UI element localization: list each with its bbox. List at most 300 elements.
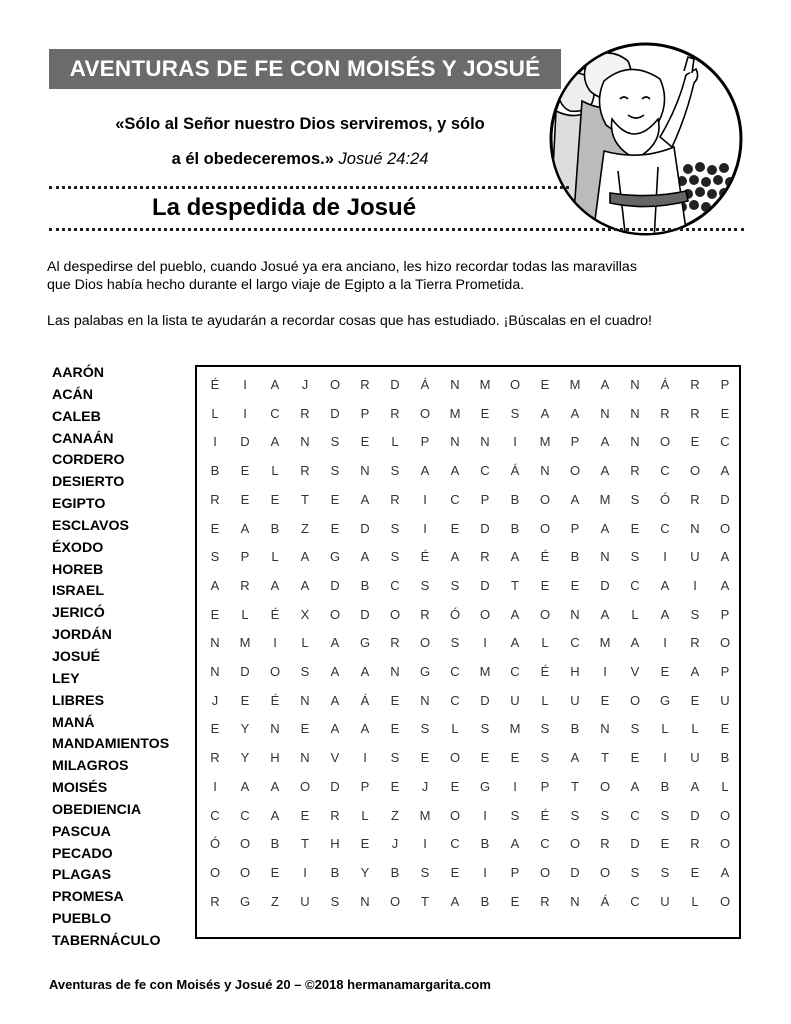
- grid-cell: R: [690, 405, 700, 421]
- grid-cell: Y: [360, 864, 370, 880]
- grid-cell: O: [719, 635, 731, 651]
- grid-cell: M: [599, 491, 611, 507]
- word-list-item: JORDÁN: [52, 627, 112, 644]
- grid-cell: O: [389, 606, 401, 622]
- grid-cell: S: [630, 864, 640, 880]
- bible-quote: [60, 107, 540, 177]
- footer: [49, 977, 491, 992]
- grid-cell: N: [600, 405, 610, 421]
- grid-cell: R: [240, 577, 250, 593]
- grid-cell: L: [361, 807, 369, 823]
- grid-cell: N: [360, 463, 370, 479]
- grid-cell: M: [239, 635, 251, 651]
- grid-cell: P: [510, 864, 520, 880]
- grid-cell: E: [420, 750, 430, 766]
- grid-cell: A: [450, 549, 460, 565]
- grid-cell: I: [303, 864, 307, 880]
- grid-cell: P: [240, 549, 250, 565]
- word-list-item: EGIPTO: [52, 496, 106, 513]
- grid-cell: É: [270, 606, 280, 622]
- grid-cell: E: [690, 692, 700, 708]
- grid-cell: L: [301, 635, 309, 651]
- grid-cell: I: [483, 807, 487, 823]
- grid-cell: N: [480, 434, 490, 450]
- grid-cell: H: [270, 750, 280, 766]
- grid-cell: N: [570, 893, 580, 909]
- grid-cell: D: [630, 836, 640, 852]
- grid-cell: N: [450, 377, 460, 392]
- grid-cell: A: [360, 664, 370, 679]
- grid-cell: I: [423, 491, 427, 507]
- grid-cell: G: [359, 635, 371, 651]
- grid-cell: C: [270, 405, 280, 421]
- grid-cell: U: [300, 893, 310, 909]
- grid-cell: A: [360, 491, 370, 507]
- grid-cell: R: [480, 549, 490, 565]
- grid-cell: D: [240, 664, 250, 679]
- word-list-item: MANÁ: [52, 714, 95, 731]
- grid-cell: I: [423, 836, 427, 852]
- word-list-item: PECADO: [52, 845, 113, 862]
- grid-cell: O: [209, 864, 221, 880]
- grid-cell: R: [360, 377, 370, 392]
- grid-cell: L: [391, 434, 399, 450]
- grid-cell: P: [570, 520, 580, 536]
- grid-cell: E: [480, 405, 490, 421]
- grid-cell: M: [449, 405, 461, 421]
- grid-cell: N: [540, 463, 550, 479]
- grid-cell: J: [421, 778, 429, 794]
- grid-cell: E: [540, 377, 550, 392]
- grid-cell: O: [299, 778, 311, 794]
- word-list-item: PASCUA: [52, 823, 111, 840]
- quote-line-1: «Sólo al Señor nuestro Dios serviremos, y sólo: [115, 115, 485, 133]
- grid-cell: B: [330, 864, 340, 880]
- grid-cell: O: [539, 491, 551, 507]
- grid-cell: Y: [240, 750, 250, 766]
- intro-line-2: que Dios había hecho durante el largo viaje de Egipto a la Tierra Prometida.: [47, 277, 525, 293]
- grid-cell: I: [483, 864, 487, 880]
- grid-cell: L: [721, 778, 729, 794]
- grid-cell: S: [210, 549, 220, 565]
- grid-cell: R: [540, 893, 550, 909]
- grid-cell: O: [719, 836, 731, 852]
- grid-cell: C: [630, 893, 640, 909]
- grid-cell: Á: [510, 463, 520, 479]
- word-list: [52, 363, 169, 953]
- grid-cell: B: [480, 893, 490, 909]
- grid-cell: M: [569, 377, 581, 392]
- grid-cell: E: [330, 491, 340, 507]
- grid-cell: D: [480, 520, 490, 536]
- grid-cell: A: [330, 721, 340, 737]
- grid-cell: B: [270, 520, 280, 536]
- grid-cell: A: [270, 434, 280, 450]
- grid-cell: E: [330, 520, 340, 536]
- grid-cell: R: [630, 463, 640, 479]
- grid-cell: A: [630, 778, 640, 794]
- grid-cell: N: [420, 692, 430, 708]
- grid-cell: S: [330, 463, 340, 479]
- grid-cell: A: [360, 721, 370, 737]
- grid-cell: E: [720, 721, 730, 737]
- word-list-item: MOISÉS: [52, 780, 108, 797]
- grid-cell: I: [663, 750, 667, 766]
- grid-cell: G: [239, 893, 251, 909]
- grid-cell: O: [629, 692, 641, 708]
- grid-cell: E: [480, 750, 490, 766]
- grid-cell: P: [720, 377, 730, 392]
- grid-cell: T: [601, 750, 609, 766]
- grid-cell: S: [660, 864, 670, 880]
- grid-cell: S: [390, 463, 400, 479]
- grid-cell: A: [270, 577, 280, 593]
- grid-cell: V: [630, 664, 640, 679]
- word-list-item: AARÓN: [52, 365, 105, 381]
- grid-cell: C: [390, 577, 400, 593]
- grid-cell: C: [720, 434, 730, 450]
- grid-cell: O: [239, 836, 251, 852]
- grid-cell: G: [329, 549, 341, 565]
- grid-cell: P: [360, 778, 370, 794]
- grid-cell: R: [210, 893, 220, 909]
- grid-cell: O: [419, 635, 431, 651]
- grid-cell: O: [479, 606, 491, 622]
- grid-cell: N: [390, 664, 400, 679]
- grid-cell: I: [243, 377, 247, 392]
- grid-cell: C: [630, 577, 640, 593]
- grid-cell: B: [390, 864, 400, 880]
- grid-cell: L: [271, 463, 279, 479]
- grid-cell: C: [450, 836, 460, 852]
- grid-cell: Z: [391, 807, 399, 823]
- grid-cell: D: [330, 778, 340, 794]
- grid-cell: É: [210, 377, 220, 392]
- grid-cell: N: [270, 721, 280, 737]
- grid-cell: C: [450, 664, 460, 679]
- word-list-item: CANAÁN: [52, 430, 114, 447]
- grid-cell: M: [539, 434, 551, 450]
- grid-cell: É: [420, 549, 430, 565]
- grid-cell: A: [330, 664, 340, 679]
- grid-cell: I: [513, 778, 517, 794]
- grid-cell: E: [570, 577, 580, 593]
- grid-cell: R: [390, 635, 400, 651]
- grid-cell: C: [630, 807, 640, 823]
- grid-cell: A: [720, 864, 730, 880]
- grid-cell: S: [330, 434, 340, 450]
- grid-cell: C: [480, 463, 490, 479]
- grid-cell: O: [599, 778, 611, 794]
- grid-cell: U: [720, 692, 730, 708]
- grid-cell: I: [663, 635, 667, 651]
- grid-cell: G: [419, 664, 431, 679]
- grid-cell: E: [390, 778, 400, 794]
- grid-cell: D: [240, 434, 250, 450]
- grid-cell: A: [510, 606, 520, 622]
- grid-cell: J: [211, 692, 219, 708]
- grid-cell: Á: [360, 692, 370, 708]
- grid-cell: A: [450, 463, 460, 479]
- grid-cell: N: [450, 434, 460, 450]
- grid-cell: C: [570, 635, 580, 651]
- joshua-illustration: [548, 41, 744, 237]
- grid-cell: D: [360, 606, 370, 622]
- grid-cell: P: [360, 405, 370, 421]
- grid-cell: O: [449, 750, 461, 766]
- grid-cell: E: [270, 864, 280, 880]
- grid-cell: Á: [660, 377, 670, 392]
- word-list-item: HOREB: [52, 561, 104, 578]
- grid-cell: D: [690, 807, 700, 823]
- grid-cell: C: [660, 463, 670, 479]
- grid-cell: É: [540, 664, 550, 679]
- grid-cell: E: [210, 606, 220, 622]
- word-list-item: JOSUÉ: [52, 648, 101, 665]
- grid-cell: O: [509, 377, 521, 392]
- grid-cell: E: [600, 692, 610, 708]
- grid-cell: N: [600, 549, 610, 565]
- grid-cell: S: [690, 606, 700, 622]
- grid-cell: J: [301, 377, 309, 392]
- grid-cell: U: [660, 893, 670, 909]
- grid-cell: Á: [600, 893, 610, 909]
- grid-cell: B: [660, 778, 670, 794]
- grid-cell: A: [210, 577, 220, 593]
- grid-cell: J: [391, 836, 399, 852]
- grid-cell: S: [420, 864, 430, 880]
- grid-cell: É: [540, 549, 550, 565]
- grid-cell: G: [479, 778, 491, 794]
- grid-cell: S: [630, 549, 640, 565]
- word-list-item: ESCLAVOS: [52, 517, 129, 534]
- quote-text: a él obedeceremos.»: [171, 150, 334, 168]
- word-list-item: PROMESA: [52, 889, 124, 906]
- grid-cell: Y: [240, 721, 250, 737]
- grid-cell: S: [450, 635, 460, 651]
- grid-cell: A: [330, 692, 340, 708]
- grid-cell: I: [603, 664, 607, 679]
- grid-cell: O: [719, 893, 731, 909]
- grid-cell: S: [390, 750, 400, 766]
- grid-cell: A: [300, 577, 310, 593]
- grid-cell: S: [510, 405, 520, 421]
- instructions: Las palabas en la lista te ayudarán a recordar cosas que has estudiado. ¡Búscalas en el cuadro!: [47, 313, 652, 329]
- grid-cell: E: [210, 721, 220, 737]
- grid-cell: O: [269, 664, 281, 679]
- grid-cell: S: [420, 577, 430, 593]
- grid-cell: B: [210, 463, 220, 479]
- grid-cell: D: [600, 577, 610, 593]
- grid-cell: M: [479, 664, 491, 679]
- grid-cell: A: [570, 750, 580, 766]
- grid-cell: A: [600, 606, 610, 622]
- grid-cell: M: [479, 377, 491, 392]
- grid-cell: E: [690, 864, 700, 880]
- grid-cell: O: [599, 864, 611, 880]
- word-list-item: JERICÓ: [52, 605, 105, 622]
- grid-cell: O: [329, 606, 341, 622]
- grid-cell: C: [450, 692, 460, 708]
- quote-reference: Josué 24:24: [338, 150, 429, 168]
- grid-cell: R: [390, 491, 400, 507]
- dotted-divider-bottom: [49, 228, 744, 231]
- grid-cell: D: [390, 377, 400, 392]
- intro-paragraph: [47, 258, 747, 294]
- grid-cell: A: [420, 463, 430, 479]
- word-list-item: CALEB: [52, 408, 101, 425]
- grid-cell: O: [239, 864, 251, 880]
- grid-cell: I: [213, 434, 217, 450]
- grid-cell: I: [273, 635, 277, 651]
- grid-cell: N: [210, 664, 220, 679]
- word-list-item: MANDAMIENTOS: [52, 736, 170, 753]
- grid-cell: B: [720, 750, 730, 766]
- grid-cell: S: [450, 577, 460, 593]
- grid-cell: R: [690, 491, 700, 507]
- grid-cell: L: [541, 635, 549, 651]
- grid-cell: I: [483, 635, 487, 651]
- grid-cell: N: [570, 606, 580, 622]
- grid-cell: C: [540, 836, 550, 852]
- grid-cell: D: [720, 491, 730, 507]
- grid-cell: A: [270, 778, 280, 794]
- grid-cell: T: [571, 778, 579, 794]
- grid-cell: T: [301, 836, 309, 852]
- grid-cell: D: [480, 577, 490, 593]
- word-list-item: CORDERO: [52, 452, 125, 469]
- grid-cell: S: [540, 721, 550, 737]
- grid-cell: T: [511, 577, 519, 593]
- grid-cell: S: [540, 750, 550, 766]
- grid-cell: E: [270, 491, 280, 507]
- grid-cell: S: [330, 893, 340, 909]
- grid-cell: D: [330, 405, 340, 421]
- grid-cell: E: [540, 577, 550, 593]
- grid-cell: A: [690, 778, 700, 794]
- grid-cell: E: [510, 750, 520, 766]
- grid-cell: H: [570, 664, 580, 679]
- grid-cell: A: [240, 520, 250, 536]
- grid-cell: G: [659, 692, 671, 708]
- grid-cell: U: [510, 692, 520, 708]
- grid-cell: B: [510, 491, 520, 507]
- grid-cell: U: [690, 549, 700, 565]
- grid-cell: E: [630, 520, 640, 536]
- grid-cell: E: [240, 692, 250, 708]
- grid-cell: Ó: [449, 606, 461, 622]
- word-search-grid: [195, 365, 741, 939]
- grid-cell: D: [480, 692, 490, 708]
- grid-cell: A: [720, 549, 730, 565]
- grid-cell: E: [450, 520, 460, 536]
- grid-cell: B: [480, 836, 490, 852]
- grid-cell: A: [570, 405, 580, 421]
- grid-cell: L: [451, 721, 459, 737]
- grid-cell: L: [271, 549, 279, 565]
- grid-cell: E: [660, 664, 670, 679]
- grid-cell: L: [631, 606, 639, 622]
- word-list-item: PUEBLO: [52, 911, 112, 928]
- grid-cell: B: [270, 836, 280, 852]
- grid-cell: O: [539, 606, 551, 622]
- grid-cell: A: [360, 549, 370, 565]
- grid-cell: O: [449, 807, 461, 823]
- grid-cell: A: [690, 664, 700, 679]
- grid-cell: S: [390, 520, 400, 536]
- grid-cell: É: [540, 807, 550, 823]
- grid-cell: O: [659, 434, 671, 450]
- grid-cell: I: [243, 405, 247, 421]
- grid-cell: E: [390, 721, 400, 737]
- grid-cell: E: [300, 721, 310, 737]
- grid-cell: Ó: [659, 491, 671, 507]
- grid-cell: É: [270, 692, 280, 708]
- grid-cell: A: [330, 635, 340, 651]
- grid-cell: P: [420, 434, 430, 450]
- word-list-item: ACÁN: [52, 386, 93, 403]
- grid-cell: A: [570, 491, 580, 507]
- grid-cell: S: [390, 549, 400, 565]
- grid-cell: N: [630, 405, 640, 421]
- grid-cell: E: [450, 778, 460, 794]
- grid-cell: R: [600, 836, 610, 852]
- grid-cell: A: [600, 377, 610, 392]
- grid-cell: S: [630, 721, 640, 737]
- grid-cell: O: [389, 893, 401, 909]
- grid-cell: A: [660, 606, 670, 622]
- grid-cell: N: [360, 893, 370, 909]
- grid-cell: Z: [271, 893, 279, 909]
- header-banner: [49, 49, 561, 89]
- word-list-item: ISRAEL: [52, 583, 105, 600]
- grid-cell: O: [719, 807, 731, 823]
- grid-cell: E: [240, 463, 250, 479]
- grid-cell: D: [570, 864, 580, 880]
- grid-cell: A: [510, 836, 520, 852]
- grid-cell: A: [630, 635, 640, 651]
- grid-cell: C: [210, 807, 220, 823]
- grid-cell: R: [660, 405, 670, 421]
- grid-cell: L: [691, 721, 699, 737]
- grid-cell: A: [540, 405, 550, 421]
- grid-cell: P: [720, 664, 730, 679]
- grid-cell: I: [423, 520, 427, 536]
- grid-cell: R: [690, 635, 700, 651]
- grid-cell: B: [570, 721, 580, 737]
- grid-cell: N: [210, 635, 220, 651]
- grid-cell: U: [690, 750, 700, 766]
- grid-cell: E: [210, 520, 220, 536]
- grid-cell: N: [600, 721, 610, 737]
- grid-cell: N: [690, 520, 700, 536]
- grid-cell: D: [360, 520, 370, 536]
- grid-cell: A: [450, 893, 460, 909]
- dotted-divider-top: [49, 186, 569, 189]
- grid-cell: A: [300, 549, 310, 565]
- grid-cell: R: [420, 606, 430, 622]
- grid-cell: H: [330, 836, 340, 852]
- grid-cell: L: [661, 721, 669, 737]
- grid-cell: M: [599, 635, 611, 651]
- footer-credit: – ©2018 hermanamargarita.com: [294, 977, 491, 992]
- banner-title: AVENTURAS DE FE CON MOISÉS Y JOSUÉ: [69, 56, 541, 81]
- grid-cell: E: [360, 836, 370, 852]
- grid-cell: A: [510, 549, 520, 565]
- grid-cell: S: [480, 721, 490, 737]
- grid-cell: X: [300, 606, 310, 622]
- grid-cell: E: [630, 750, 640, 766]
